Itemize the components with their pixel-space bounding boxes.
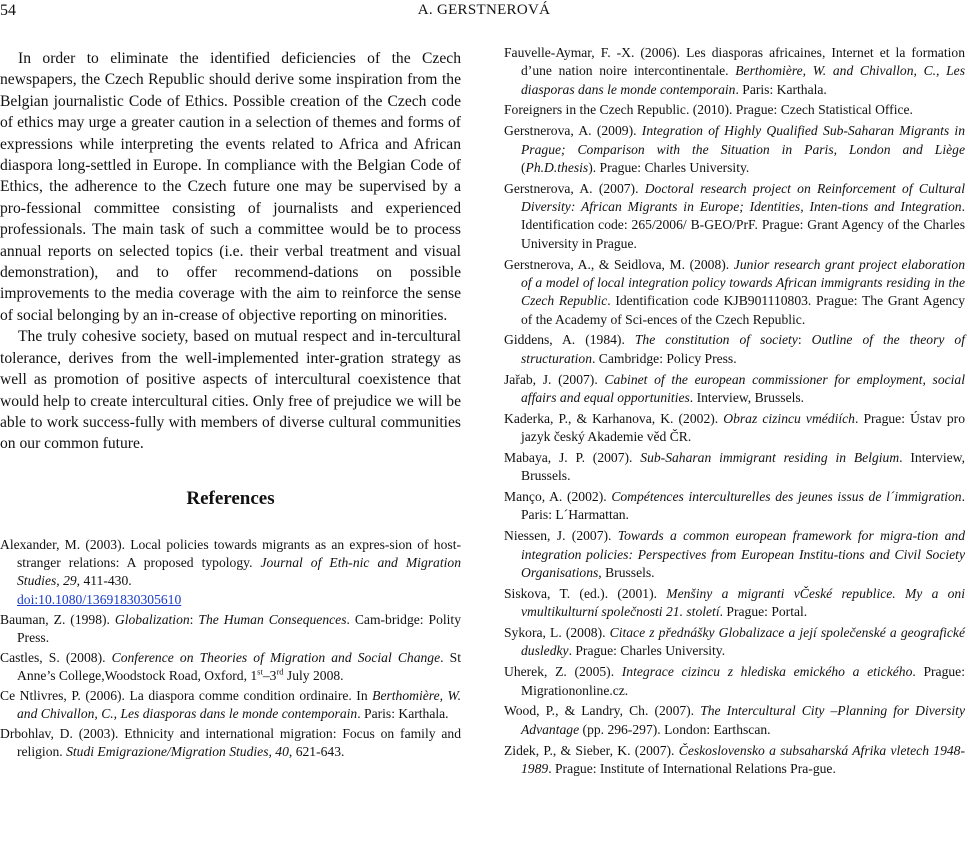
reference-uherek: Uherek, Z. (2005). Integrace cizincu z hlediska emického a etického. Prague: Migrationonline.cz.: [504, 664, 965, 698]
reference-mabaya: Mabaya, J. P. (2007). Sub-Saharan immigrant residing in Belgium. Interview, Brussels.: [504, 449, 965, 484]
reference-jarab: Jařab, J. (2007). Cabinet of the european commissioner for employment, social affairs and equal opportunities. Interview, Brussels.: [504, 371, 965, 405]
running-head: A. GERSTNEROVÁ: [417, 2, 551, 18]
reference-sykora: Sykora, L. (2008). Citace z přednášky Globalizace a její společenské a geografické dusledky. Prague: Charles University.: [504, 625, 965, 659]
body-paragraph-2: The truly cohesive society, based on mutual respect and in-tercultural tolerance, derives from the well-implemented inter-gration strategy as well as promotion of positive aspects of intercultural coexistence that would help to create intercultural cities. Only free of prejudice we will be able to work success-fully with members of diverse cultural communities on our common future.: [0, 328, 461, 453]
reference-gerstnerova-2009: Gerstnerova, A. (2009). Integration of Highly Qualified Sub-Saharan Migrants in Prague; Comparison with the Situation in Paris, London and Liège (Ph.D.thesis). Prague: Charles University.: [504, 123, 965, 175]
reference-ce-ntlivres: Ce Ntlivres, P. (2006). La diaspora comme condition ordinaire. In Berthomière, W. and Chivallon, C., Les diasporas dans le monde contemporain. Paris: Karthala.: [0, 687, 461, 722]
reference-wood: Wood, P., & Landry, Ch. (2007). The Intercultural City –Planning for Diversity Advantage (pp. 296-297). London: Earthscan.: [504, 703, 965, 737]
reference-zidek: Zidek, P., & Sieber, K. (2007). Československo a subsaharská Afrika vletech 1948-1989. Prague: Institute of International Relations Pra-gue.: [504, 742, 966, 776]
reference-bauman: Bauman, Z. (1998). Globalization: The Human Consequences. Cam-bridge: Polity Press.: [0, 611, 461, 645]
reference-gerstnerova-2007: Gerstnerova, A. (2007). Doctoral research project on Reinforcement of Cultural Diversity: African Migrants in Europe; Identities, Inten-tions and Integration. Identification code: 265/2006/ B-GEO/PrF. Prague: Grant Agency of the Charles University in Prague.: [504, 180, 965, 251]
reference-fauvelle-aymar: Fauvelle-Aymar, F. -X. (2006). Les diasporas africaines, Internet et la formation d’une nation noire intercontinentale. Berthomière, W. and Chivallon, C., Les diasporas dans le monde contemporain. Paris: Karthala.: [504, 45, 965, 97]
reference-alexander: Alexander, M. (2003). Local policies towards migrants as an expres-sion of host-stranger relations: A proposed typology. Journal of Eth-nic and Migration Studies, 29, 411-430. doi:10.1080/13691830305610: [0, 536, 461, 607]
right-column: [504, 44, 965, 781]
doi-link[interactable]: doi:10.1080/13691830305610: [17, 591, 182, 607]
page-number: 54: [0, 2, 16, 19]
reference-castles: Castles, S. (2008). Conference on Theories of Migration and Social Change. St Anne’s College,Woodstock Road, Oxford, 1st–3rd July 2008.: [0, 649, 461, 683]
reference-drbohlav: Drbohlav, D. (2003). Ethnicity and international migration: Focus on family and religion. Studi Emigrazione/Migration Studies, 40, 621-643.: [0, 726, 461, 760]
reference-foreigners: Foreigners in the Czech Republic. (2010). Prague: Czech Statistical Office.: [504, 102, 913, 118]
body-paragraph-1: In order to eliminate the identified deficiencies of the Czech newspapers, the Czech Republic should derive some inspiration from the Belgian journalistic Code of Ethics. Possible creation of the Czech code of ethics may urge a greater caution in a selection of themes and forms of expressions while interpreting the events related to Africa and African diaspora long-settled in Europe. In compliance with the Belgian Code of Ethics, the adherence to the Czech future one may be supervised by a pro-fessional committee consisting of journalists and experienced professionals. The main task of such a committee would be to process annual reports on selected topics (i.e. their verbal treatment and visual demonstration), and to offer recommend-dations on possible improvements to the media coverage with the aim to reinforce the sense of social belonging by an in-crease of objective reporting on minorities.: [0, 50, 461, 324]
reference-manco: Manço, A. (2002). Compétences interculturelles des jeunes issus de l´immigration. Paris: L´Harmattan.: [504, 489, 965, 523]
reference-niessen: Niessen, J. (2007). Towards a common european framework for migra-tion and integration policies: Perspectives from European Institu-tions and Civil Society Organisations, Brussels.: [504, 528, 965, 580]
left-column: [0, 48, 461, 763]
reference-kaderka: Kaderka, P., & Karhanova, K. (2002). Obraz cizincu vmédiích. Prague: Ústav pro jazyk český Akademie věd ČR.: [504, 410, 965, 445]
reference-gerstnerova-seidlova-2008: Gerstnerova, A., & Seidlova, M. (2008). Junior research grant project elaboration of a model of local integration policy towards African immigrants residing in the Czech Republic. Identification code KJB901110803. Prague: The Grant Agency of the Academy of Sci-ences of the Czech Republic.: [504, 256, 965, 327]
references-heading: References: [186, 487, 275, 509]
reference-siskova: Siskova, T. (ed.). (2001). Menšiny a migranti vČeské republice. My a oni vmultikulturní společnosti 21. století. Prague: Portal.: [504, 585, 966, 620]
reference-giddens: Giddens, A. (1984). The constitution of society: Outline of the theory of structuration. Cambridge: Policy Press.: [504, 332, 965, 366]
